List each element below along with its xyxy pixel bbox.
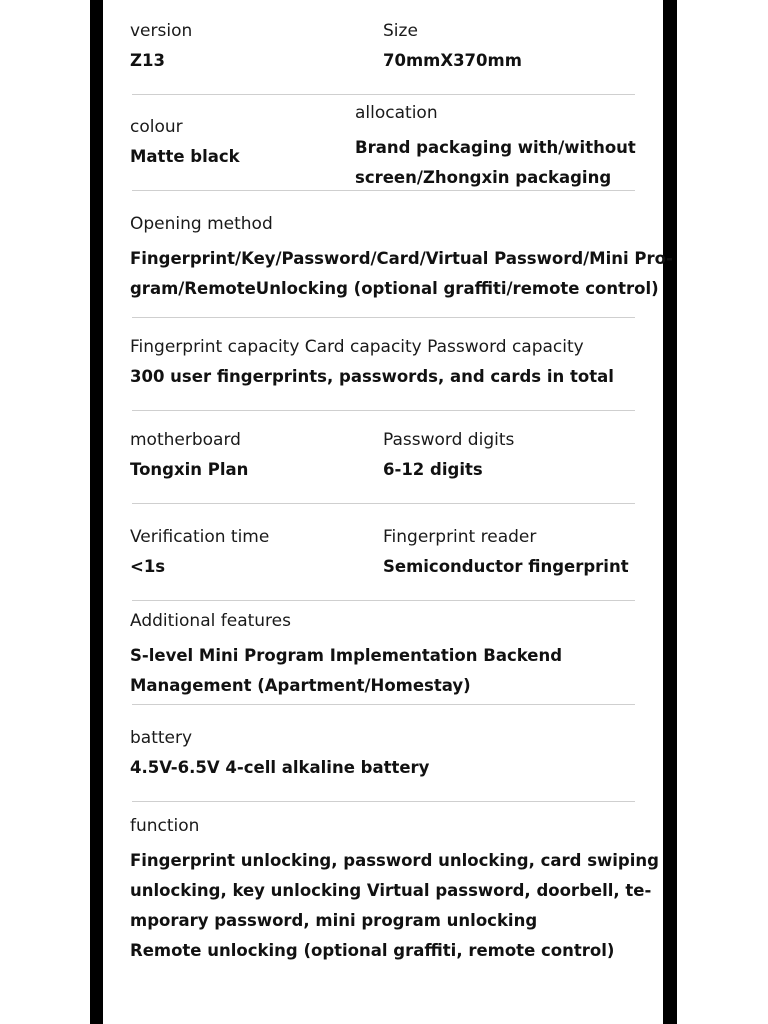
version-label: version	[130, 21, 193, 41]
version-value: Z13	[130, 51, 165, 70]
motherboard-value: Tongxin Plan	[130, 460, 249, 479]
capacity-label: Fingerprint capacity Card capacity Password capacity	[130, 337, 584, 357]
additional-features-label: Additional features	[130, 611, 291, 631]
password-digits-value: 6-12 digits	[383, 460, 483, 479]
colour-label: colour	[130, 117, 183, 137]
capacity-value: 300 user fingerprints, passwords, and cards in total	[130, 367, 614, 386]
opening-method-value	[130, 244, 673, 304]
fingerprint-reader-value: Semiconductor fingerprint	[383, 557, 629, 576]
allocation-value	[355, 133, 636, 193]
left-border-bar	[90, 0, 103, 1024]
divider	[132, 190, 635, 191]
function-value-line: Fingerprint unlocking, password unlocking, card swiping	[130, 851, 659, 870]
fingerprint-reader-label: Fingerprint reader	[383, 527, 537, 547]
size-label: Size	[383, 21, 418, 41]
divider	[132, 317, 635, 318]
allocation-value-line: screen/Zhongxin packaging	[355, 168, 612, 187]
additional-features-value-line: Management (Apartment/Homestay)	[130, 676, 471, 695]
divider	[132, 704, 635, 705]
battery-value: 4.5V-6.5V 4-cell alkaline battery	[130, 758, 430, 777]
divider	[132, 94, 635, 95]
size-value: 70mmX370mm	[383, 51, 522, 70]
function-value-line: mporary password, mini program unlocking	[130, 911, 538, 930]
opening-method-value-line: gram/RemoteUnlocking (optional graffiti/remote control)	[130, 279, 659, 298]
battery-label: battery	[130, 728, 193, 748]
verification-time-label: Verification time	[130, 527, 270, 547]
divider	[132, 801, 635, 802]
allocation-value-line: Brand packaging with/without	[355, 138, 636, 157]
function-label: function	[130, 816, 200, 836]
verification-time-value: <1s	[130, 557, 166, 576]
opening-method-value-line: Fingerprint/Key/Password/Card/Virtual Password/Mini Pro-	[130, 249, 673, 268]
divider	[132, 410, 635, 411]
right-border-bar	[663, 0, 677, 1024]
motherboard-label: motherboard	[130, 430, 241, 450]
colour-value: Matte black	[130, 147, 240, 166]
function-value-line: Remote unlocking (optional graffiti, remote control)	[130, 941, 615, 960]
divider	[132, 503, 635, 504]
function-value-line: unlocking, key unlocking Virtual password, doorbell, te-	[130, 881, 652, 900]
opening-method-label: Opening method	[130, 214, 273, 234]
allocation-label: allocation	[355, 103, 438, 123]
function-value	[130, 846, 659, 966]
additional-features-value-line: S-level Mini Program Implementation Backend	[130, 646, 563, 665]
additional-features-value	[130, 641, 562, 701]
divider	[132, 600, 635, 601]
password-digits-label: Password digits	[383, 430, 515, 450]
